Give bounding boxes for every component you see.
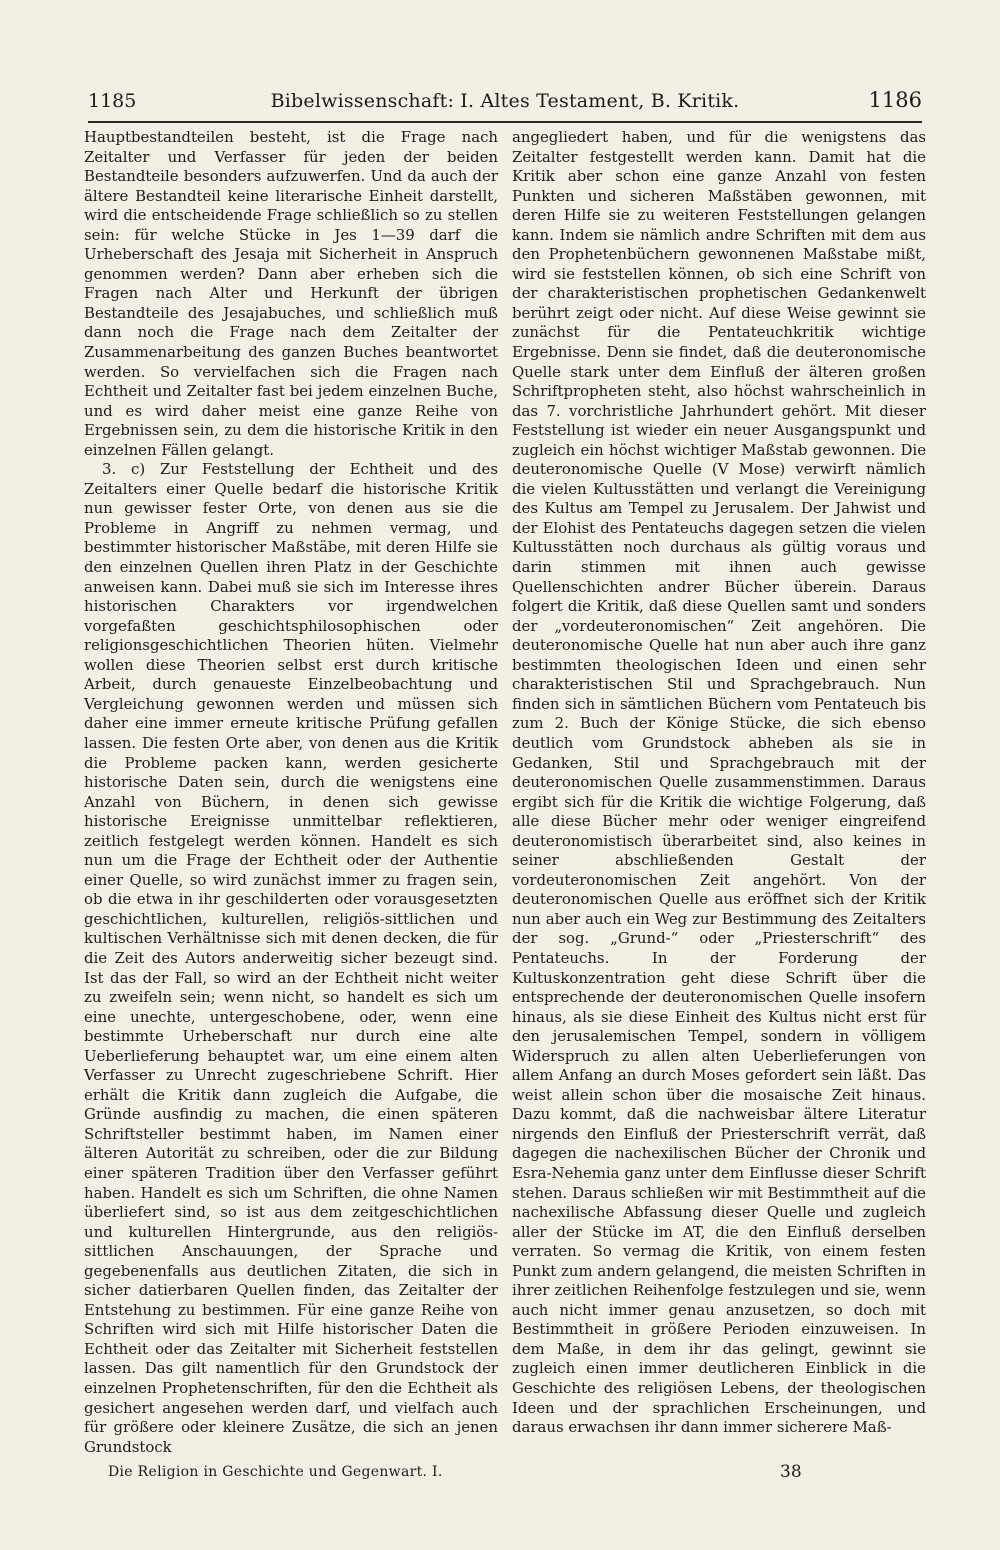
right-paragraph-1: angegliedert haben, und für die wenigstens das Zeitalter festgestellt werden kann. Damit hat die Kritik aber schon eine ganze Anzahl von festen Punkten und sicheren Maßstäben gewonnen, mit deren Hilfe sie zu weiteren Feststellungen gelangen kann. Indem sie nämlich andre Schriften mit dem aus den Prophetenbüchern gewonnenen Maßstabe mißt, wird sie feststellen können, ob sich eine Schrift von der charakteristischen prophetischen Gedankenwelt berührt zeigt oder nicht. Auf diese Weise gewinnt sie zunächst für die Pentateuchkritik wichtige Ergebnisse. Denn sie findet, daß die deuteronomische Quelle stark unter dem Einfluß der älteren großen Schriftpropheten steht, also höchst wahrscheinlich in das 7. vorchristliche Jahrhundert gehört. Mit dieser Feststellung ist wieder ein neuer Ausgangspunkt und zugleich ein höchst wichtiger Maßstab gewonnen. Die deuteronomische Quelle (V Mose) verwirft nämlich die vielen Kultusstätten und verlangt die Vereinigung des Kultus am Tempel zu Jerusalem. Der Jahwist und der Elohist des Pentateuchs dagegen setzen die vielen Kultusstätten noch durchaus als gültig voraus und darin stimmen mit ihnen auch gewisse Quellenschichten andrer Bücher überein. Daraus folgert die Kritik, daß diese Quellen samt und sonders der „vordeuteronomischen“ Zeit angehören. Die deuteronomische Quelle hat nun aber auch ihre ganz bestimmten theologischen Ideen und einen sehr charakteristischen Stil und Sprachgebrauch. Nun finden sich in sämtlichen Büchern vom Pentateuch bis zum 2. Buch der Könige Stücke, die sich ebenso deutlich vom Grundstock abheben als sie in Gedanken, Stil und Sprachgebrauch mit der deuteronomischen Quelle zusammenstimmen. Daraus ergibt sich für die Kritik die wichtige Folgerung, daß alle diese Bücher mehr oder weniger eingreifend deuteronomistisch überarbeitet sind, also keines in seiner abschließenden Gestalt der vordeuteronomischen Zeit angehört. Von der deuteronomischen Quelle aus eröffnet sich der Kritik nun aber auch ein Weg zur Bestimmung des Zeitalters der sog. „Grund-“ oder „Priesterschrift“ des Pentateuchs. In der Forderung der Kultuskonzentration geht diese Schrift über die entsprechende der deuteronomischen Quelle insofern hinaus, als sie diese Einheit des Kultus nicht erst für den jerusalemischen Tempel, sondern in völligem Widerspruch zu allen alten Ueberlieferungen von allem Anfang an durch Moses gefordert sein läßt. Das weist allein schon über die mosaische Zeit hinaus. Dazu kommt, daß die nachweisbar ältere Literatur nirgends den Einfluß der Priesterschrift verrät, daß dagegen die nachexilischen Bücher der Chronik und Esra-Nehemia ganz unter dem Einflusse dieser Schrift stehen. Daraus schließen wir mit Bestimmtheit auf die nachexilische Abfassung dieser Quelle und zugleich aller der Stücke im AT, die den Einfluß derselben verraten. So vermag die Kritik, von einem festen Punkt zum andern gelangend, die meisten Schriften in ihrer zeitlichen Reihenfolge festzulegen und sie, wenn auch nicht immer genau anzusetzen, so doch mit Bestimmtheit in größere Perioden einzuweisen. In dem Maße, in dem ihr das gelingt, gewinnt sie zugleich einen immer deutlicheren Einblick in die Geschichte des religiösen Lebens, der theologischen Ideen und der sprachlichen Erscheinungen, und daraus erwachsen ihr dann immer sicherere Maß- bbox=[512, 128, 926, 1437]
running-title: Bibelwissenschaft: I. Altes Testament, B. Kritik. bbox=[270, 90, 740, 112]
left-paragraph-1: Hauptbestandteilen besteht, ist die Frage nach Zeitalter und Verfasser für jeden der beiden Bestandteile besonders aufzuwerfen. Und da auch der ältere Bestandteil keine literarische Einheit darstellt, wird die entscheidende Frage schließlich so zu stellen sein: für welche Stücke in Jes 1—39 darf die Urheberschaft des Jesaja mit Sicherheit in Anspruch genommen werden? Dann aber erheben sich die Fragen nach Alter und Herkunft der übrigen Bestandteile des Jesajabuches, und schließlich muß dann noch die Frage nach dem Zeitalter der Zusammenarbeitung des ganzen Buches beantwortet werden. So vervielfachen sich die Fragen nach Echtheit und Zeitalter fast bei jedem einzelnen Buche, und es wird daher meist eine ganze Reihe von Ergebnissen sein, zu dem die historische Kritik in den einzelnen Fällen gelangt. bbox=[84, 128, 498, 459]
left-paragraph-2: 3. c) Zur Feststellung der Echtheit und des Zeitalters einer Quelle bedarf die historische Kritik nun gewisser fester Orte, von denen aus sie die Probleme in Angriff zu nehmen vermag, und bestimmter historischer Maßstäbe, mit deren Hilfe sie den einzelnen Quellen ihren Platz in der Geschichte anweisen kann. Dabei muß sie sich im Interesse ihres historischen Charakters vor irgendwelchen vorgefaßten geschichtsphilosophischen oder religionsgeschichtlichen Theorien hüten. Vielmehr wollen diese Theorien selbst erst durch kritische Arbeit, durch genaueste Einzelbeobachtung und Vergleichung gewonnen werden und müssen sich daher eine immer erneute kritische Prüfung gefallen lassen. Die festen Orte aber, von denen aus die Kritik die Probleme packen kann, werden gesicherte historische Daten sein, durch die wenigstens eine Anzahl von Büchern, in denen sich gewisse historische Ereignisse unmittelbar reflektieren, zeitlich festgelegt werden können. Handelt es sich nun um die Frage der Echtheit oder der Authentie einer Quelle, so wird zunächst immer zu fragen sein, ob die etwa in ihr geschilderten oder vorausgesetzten geschichtlichen, kulturellen, religiös-sittlichen und kultischen Verhältnisse sich mit denen decken, die für die Zeit des Autors anderweitig sicher bezeugt sind. Ist das der Fall, so wird an der Echtheit nicht weiter zu zweifeln sein; wenn nicht, so handelt es sich um eine unechte, untergeschobene, oder, wenn eine bestimmte Urheberschaft nur durch eine alte Ueberlieferung behauptet war, um eine einem alten Verfasser zu Unrecht zugeschriebene Schrift. Hier erhält die Kritik dann zugleich die Aufgabe, die Gründe ausfindig zu machen, die einen späteren Schriftsteller bestimmt haben, im Namen einer älteren Autorität zu schreiben, oder die zur Bildung einer späteren Tradition über den Verfasser geführt haben. Handelt es sich um Schriften, die ohne Namen überliefert sind, so ist aus dem zeitgeschichtlichen und kulturellen Hintergrunde, aus den religiös-sittlichen Anschauungen, der Sprache und gegebenenfalls aus deutlichen Zitaten, die sich in sicher datierbaren Quellen finden, das Zeitalter der Entstehung zu bestimmen. Für eine ganze Reihe von Schriften wird sich mit Hilfe historischer Daten die Echtheit oder das Zeitalter mit Sicherheit feststellen lassen. Das gilt namentlich für den Grundstock der einzelnen Prophetenschriften, für den die Echtheit als gesichert angesehen werden darf, und vielfach auch für größere oder kleinere Zusätze, die sich an jenen Grundstock bbox=[84, 460, 498, 1456]
header-rule bbox=[88, 121, 922, 123]
signature-mark: 38 bbox=[780, 1462, 802, 1482]
publication-title: Die Religion in Geschichte und Gegenwart. I. bbox=[108, 1464, 443, 1480]
left-column bbox=[84, 128, 498, 1457]
page-header bbox=[88, 88, 922, 120]
right-column bbox=[512, 128, 926, 1438]
left-page-number: 1185 bbox=[88, 90, 137, 112]
right-page-number: 1186 bbox=[868, 88, 922, 112]
page-footer bbox=[88, 1462, 922, 1486]
